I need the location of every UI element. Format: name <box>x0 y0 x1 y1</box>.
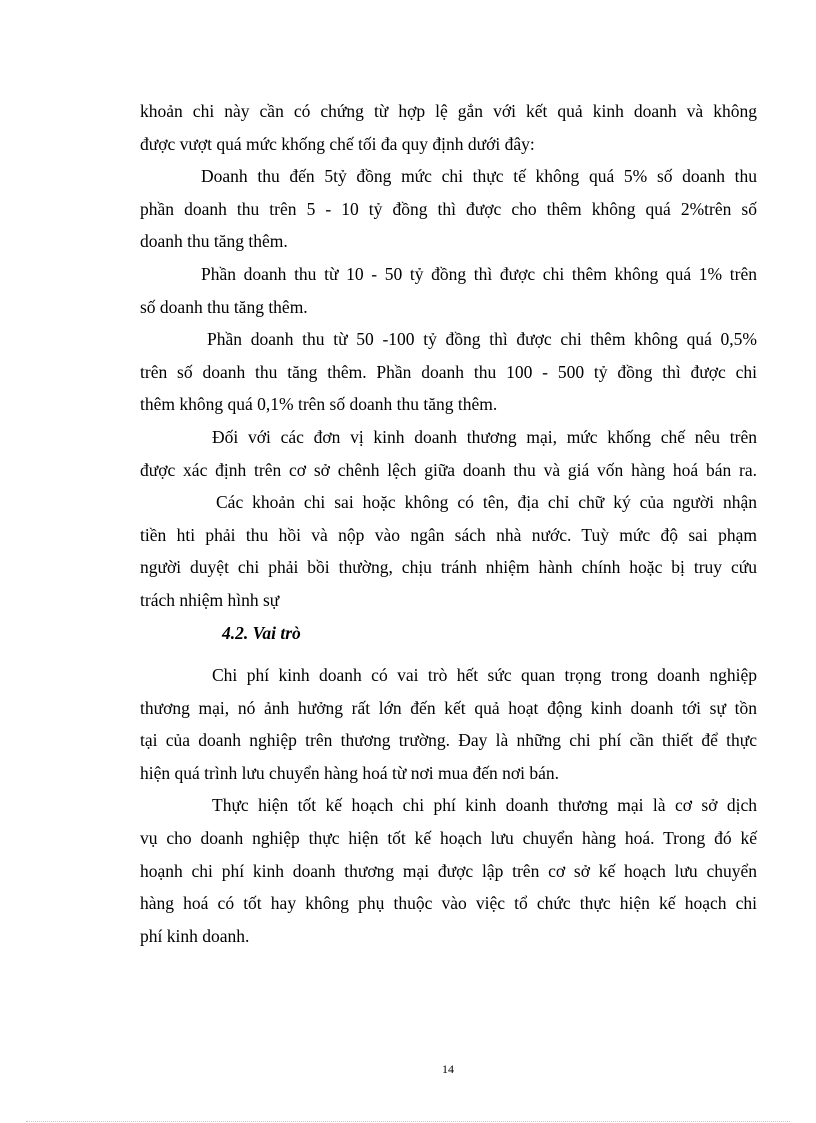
text-line: người duyệt chi phải bồi thường, chịu tránh nhiệm hành chính hoặc bị truy cứu <box>140 557 757 578</box>
heading-gap <box>140 649 757 659</box>
text-line: trên số doanh thu tăng thêm. Phần doanh thu 100 - 500 tỷ đồng thì được chi <box>140 361 757 382</box>
body-text <box>140 95 757 952</box>
text-line: Các khoản chi sai hoặc không có tên, địa chỉ chữ ký của người nhận <box>216 492 757 513</box>
text-line: khoản chi này cần có chứng từ hợp lệ gắn với kết quả kinh doanh và không <box>140 101 757 121</box>
text-line: phí kinh doanh. <box>140 925 250 946</box>
text-line: Phần doanh thu từ 10 - 50 tỷ đồng thì được chi thêm không quá 1% trên <box>201 263 757 284</box>
text-line: thương mại, nó ảnh hưởng rất lớn đến kết quả hoạt động kinh doanh tới sự tồn <box>140 697 757 718</box>
page-number: 14 <box>442 1062 454 1076</box>
text-line: Phần doanh thu từ 50 -100 tỷ đồng thì được chi thêm không quá 0,5% <box>207 329 757 350</box>
section-heading: 4.2. Vai trò <box>222 622 301 643</box>
text-line: hiện quá trình lưu chuyển hàng hoá từ nơi mua đến nơi bán. <box>140 762 559 783</box>
text-line: tại của doanh nghiệp trên thương trường. Đay là những chi phí cần thiết để thực <box>140 730 757 751</box>
text-line: Chi phí kinh doanh có vai trò hết sức quan trọng trong doanh nghiệp <box>212 665 757 686</box>
text-line: Thực hiện tốt kế hoạch chi phí kinh doanh thương mại là cơ sở dịch <box>212 795 757 816</box>
text-line: Đối với các đơn vị kinh doanh thương mại, mức khống chế nêu trên <box>212 426 757 447</box>
text-line: thêm không quá 0,1% trên số doanh thu tăng thêm. <box>140 394 498 415</box>
text-line: được xác định trên cơ sở chênh lệch giữa doanh thu và giá vốn hàng hoá bán ra. <box>140 459 757 480</box>
text-line: hoạnh chi phí kinh doanh thương mại được lập trên cơ sở kế hoạch lưu chuyển <box>140 860 757 881</box>
text-line: hàng hoá có tốt hay không phụ thuộc vào việc tổ chức thực hiện kế hoạch chi <box>140 893 757 914</box>
text-line: được vượt quá mức khống chế tối đa quy định dưới đây: <box>140 133 535 154</box>
text-line: Doanh thu đến 5tỷ đồng mức chi thực tế không quá 5% số doanh thu <box>201 166 757 187</box>
text-line: phần doanh thu trên 5 - 10 tỷ đồng thì được cho thêm không quá 2%trên số <box>140 198 757 219</box>
text-line: tiền hti phải thu hồi và nộp vào ngân sách nhà nước. Tuỳ mức độ sai phạm <box>140 524 757 545</box>
page-bottom-border <box>26 1121 790 1122</box>
text-line: vụ cho doanh nghiệp thực hiện tốt kế hoạch lưu chuyển hàng hoá. Trong đó kế <box>140 828 757 849</box>
text-line: trách nhiệm hình sự <box>140 589 280 610</box>
text-line: doanh thu tăng thêm. <box>140 231 288 252</box>
text-line: số doanh thu tăng thêm. <box>140 296 308 317</box>
